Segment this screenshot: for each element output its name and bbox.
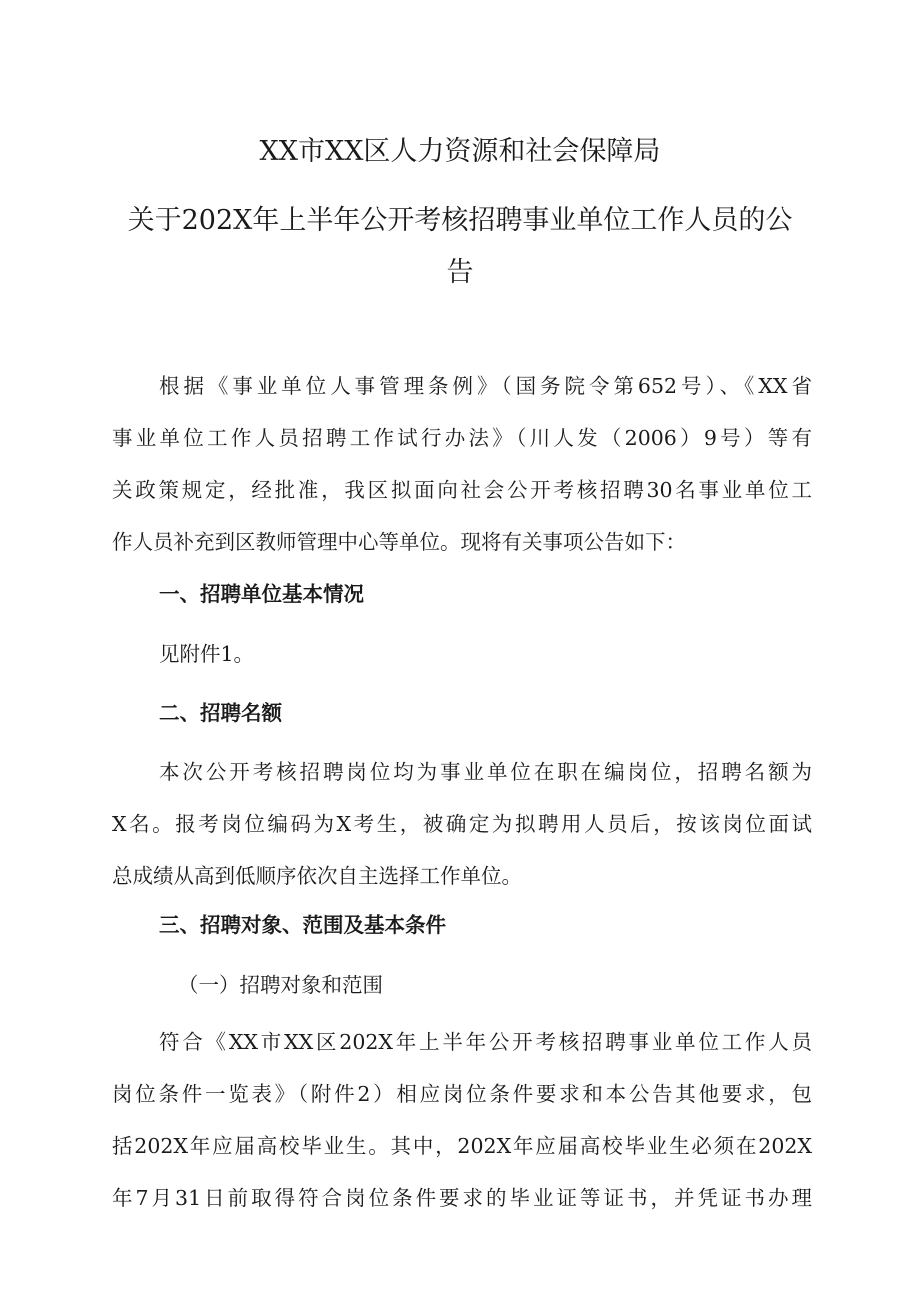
section-1-text: 见附件1。 xyxy=(159,642,255,666)
section-3-line: 年7月31日前取得符合岗位条件要求的毕业证等证书，并凭证书办理 xyxy=(112,1186,812,1210)
section-3-subheading-block xyxy=(112,967,812,1019)
intro-line: 关政策规定，经批准，我区拟面向社会公开考核招聘30名事业单位工 xyxy=(112,478,812,502)
document-title-line-3: 告 xyxy=(446,257,474,288)
section-3-heading: 三、招聘对象、范围及基本条件 xyxy=(159,913,446,937)
section-1-heading: 一、招聘单位基本情况 xyxy=(159,582,364,606)
section-3-paragraph xyxy=(112,1024,812,1232)
document-title-line-2: 关于202X年上半年公开考核招聘事业单位工作人员的公 xyxy=(127,205,793,236)
section-3-line: 岗位条件一览表》（附件2）相应岗位条件要求和本公告其他要求，包 xyxy=(112,1082,812,1106)
section-3-subheading: （一）招聘对象和范围 xyxy=(178,973,383,997)
intro-line: 作人员补充到区教师管理中心等单位。现将有关事项公告如下： xyxy=(112,530,686,554)
section-1-paragraph xyxy=(112,636,812,688)
section-3-line: 括202X年应届高校毕业生。其中，202X年应届高校毕业生必须在202X xyxy=(112,1134,812,1158)
intro-paragraph xyxy=(112,368,812,576)
intro-line: 根据《事业单位人事管理条例》（国务院令第652号）、《XX省 xyxy=(159,374,812,398)
section-2-paragraph xyxy=(112,754,812,910)
section-2-line: 本次公开考核招聘岗位均为事业单位在职在编岗位，招聘名额为 xyxy=(159,760,812,784)
section-3-line: 符合《XX市XX区202X年上半年公开考核招聘事业单位工作人员 xyxy=(159,1030,812,1054)
intro-line: 事业单位工作人员招聘工作试行办法》（川人发（2006）9号）等有 xyxy=(112,426,812,450)
section-2-line: X名。报考岗位编码为X考生，被确定为拟聘用人员后，按该岗位面试 xyxy=(112,812,812,836)
section-2-heading: 二、招聘名额 xyxy=(159,701,282,725)
section-2-line: 总成绩从高到低顺序依次自主选择工作单位。 xyxy=(112,864,522,888)
document-title-line-1: XX市XX区人力资源和社会保障局 xyxy=(259,136,661,167)
